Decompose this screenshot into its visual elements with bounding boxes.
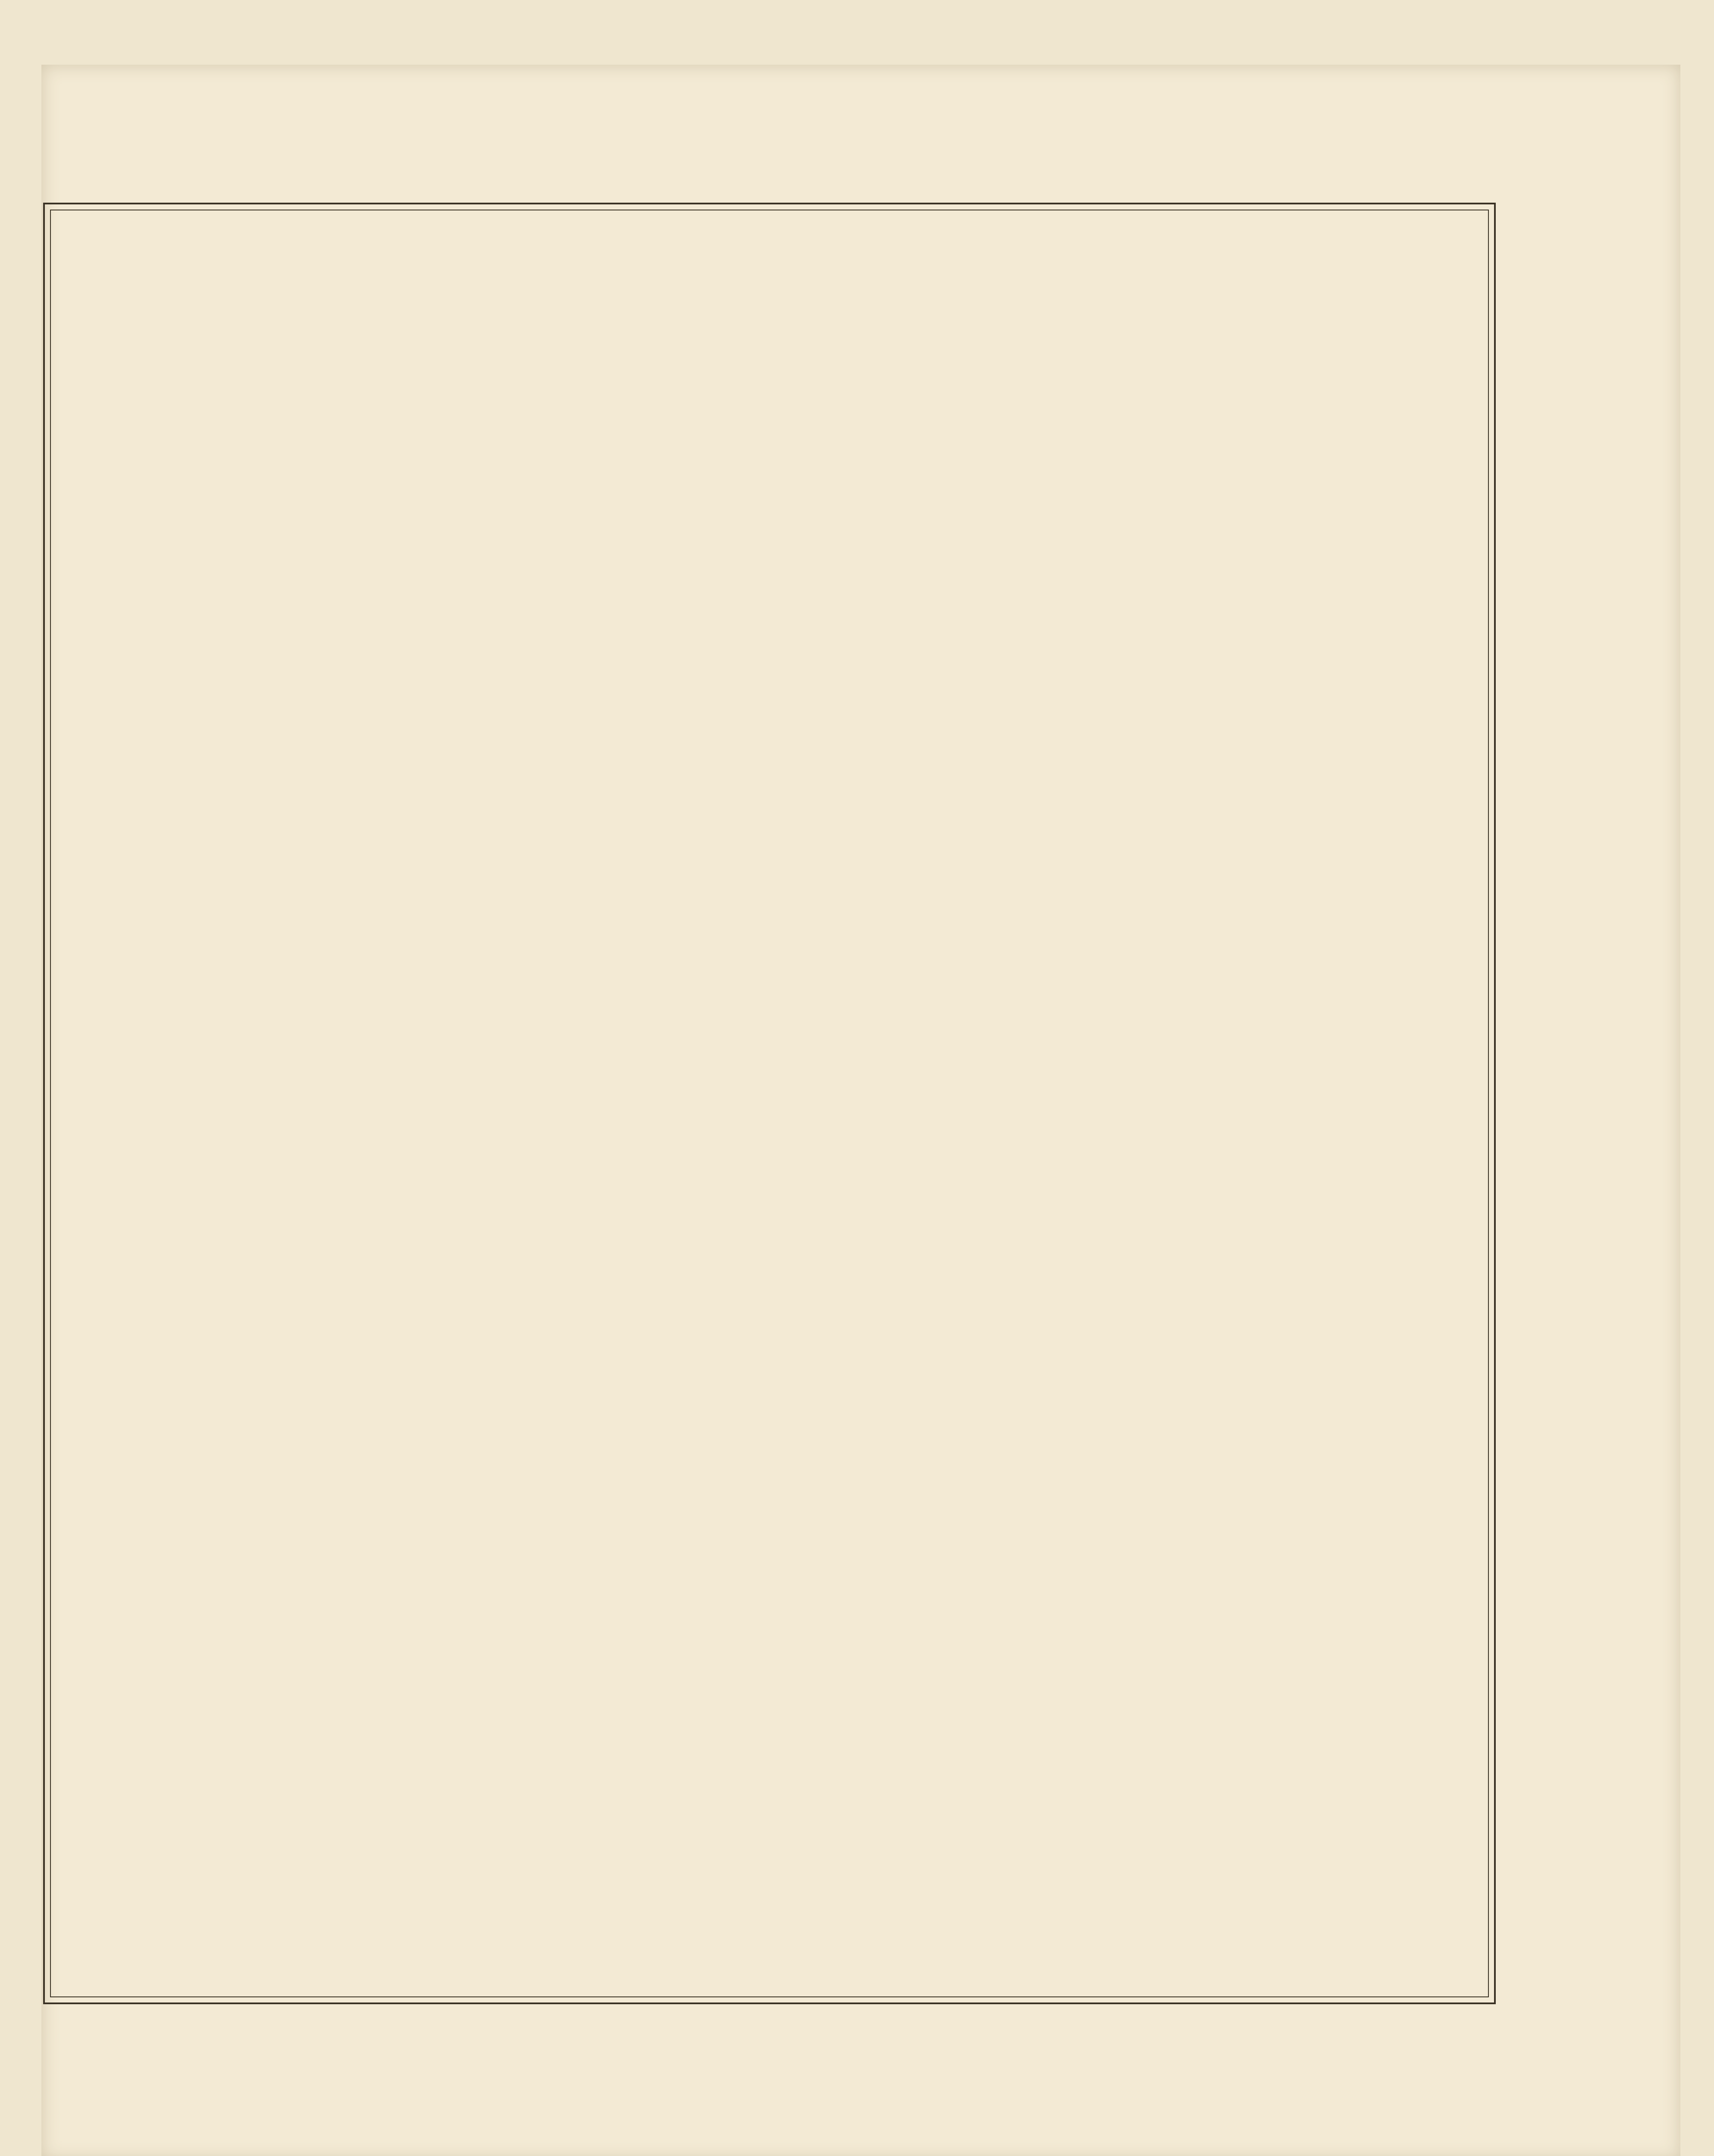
page-frame-inner	[50, 210, 1489, 1997]
page-frame	[43, 203, 1496, 2004]
